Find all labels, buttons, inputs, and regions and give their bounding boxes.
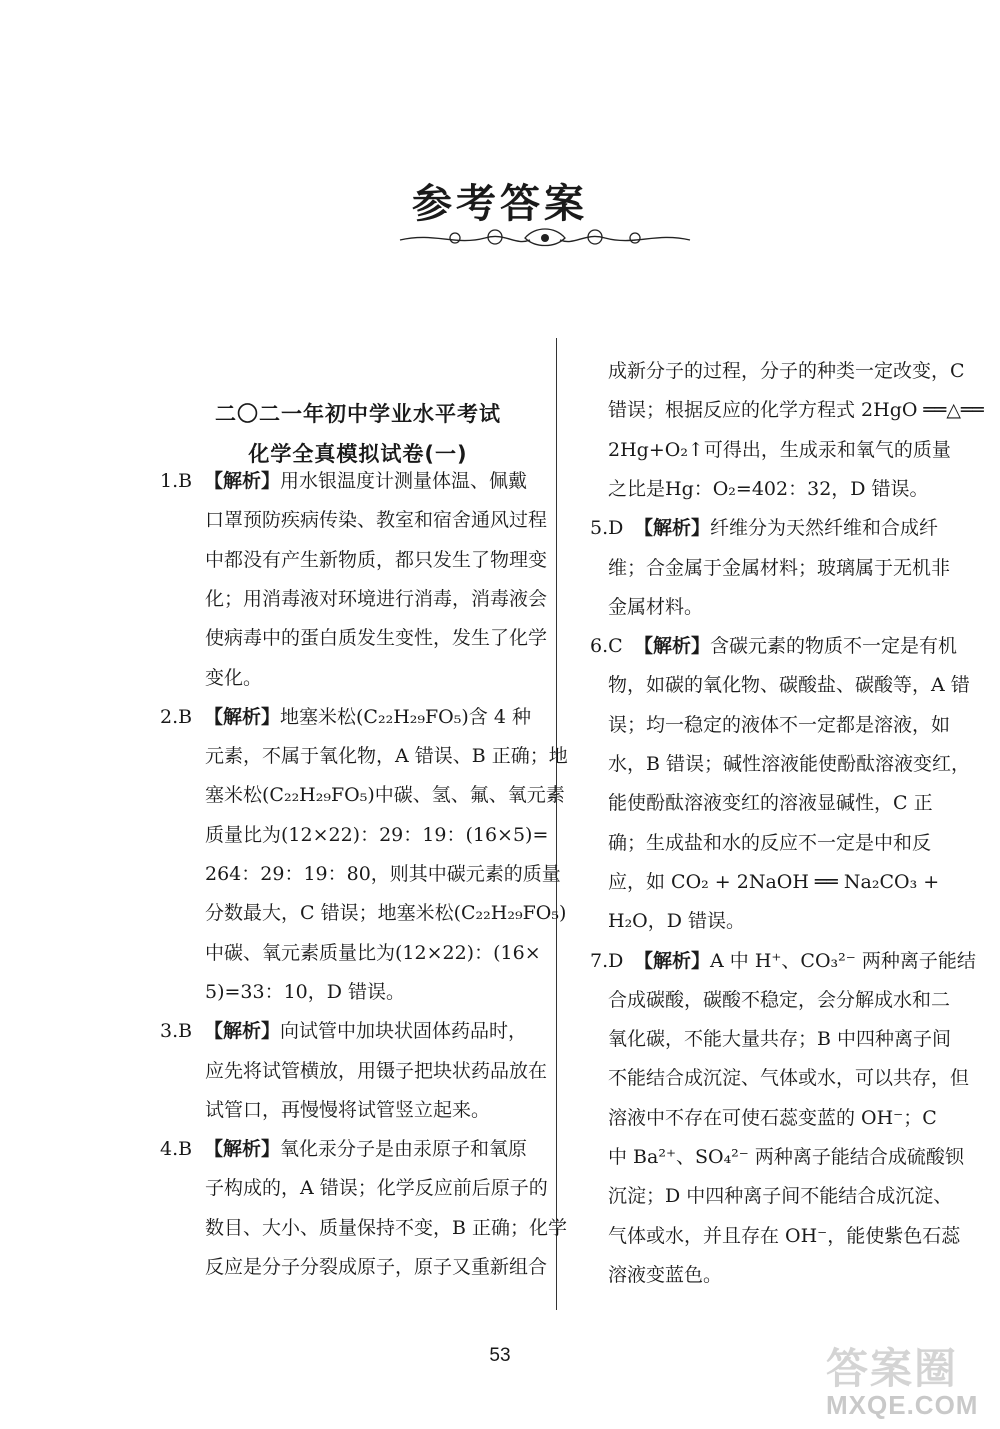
answer-text: 用水银温度计测量体温、佩戴: [280, 470, 528, 492]
answer-text: 中 Ba²⁺、SO₄²⁻ 两种离子能结合成硫酸钡: [608, 1146, 964, 1168]
answer-line: [608, 1024, 951, 1054]
answer-text: 能使酚酞溶液变红的溶液显碱性，C 正: [608, 792, 933, 815]
answer-line: [590, 946, 976, 976]
answer-line: [608, 592, 703, 622]
answer-line: [205, 977, 405, 1007]
page-number: 53: [489, 1345, 511, 1366]
question-number: 1.B: [160, 470, 193, 492]
answer-text: 5)=33：10，D 错误。: [205, 980, 406, 1003]
answer-text: 之比是Hg：O₂=402：32，D 错误。: [608, 477, 929, 500]
exam-title-line-2: 化学全真模拟试卷(一): [248, 442, 468, 466]
analysis-tag: 【解析】: [204, 470, 281, 492]
answer-text: 化；用消毒液对环境进行消毒，消毒液会: [205, 587, 548, 610]
answer-text: 水，B 错误；碱性溶液能使酚酞溶液变红，: [608, 753, 971, 775]
answer-line: [608, 1142, 964, 1172]
answer-line: [205, 938, 541, 968]
page-title: 参考答案: [412, 181, 588, 227]
answer-line: [205, 623, 547, 653]
answer-line: [205, 584, 547, 614]
answer-text: 中都没有产生新物质，都只发生了物理变: [205, 548, 548, 571]
answer-line: [205, 505, 547, 535]
answer-text: 中碳、氧元素质量比为(12×22)：(16×: [205, 941, 541, 964]
answer-text: 塞米松(C₂₂H₂₉FO₅)中碳、氢、氟、氧元素: [205, 784, 565, 807]
answer-line: [608, 1260, 722, 1290]
answer-line: [205, 1095, 490, 1125]
answer-text: 口罩预防疾病传染、教室和宿舍通风过程: [205, 509, 548, 532]
answer-line: [608, 474, 929, 504]
answer-text: 沉淀；D 中四种离子间不能结合成沉淀、: [608, 1185, 953, 1208]
answer-line: [608, 906, 745, 936]
answer-line: [608, 749, 970, 779]
answer-line: [205, 663, 262, 693]
answer-line: [205, 1252, 547, 1282]
answer-line: [608, 828, 931, 858]
answer-line: [608, 395, 984, 425]
answer-line: [608, 1103, 937, 1133]
answer-line: [205, 741, 568, 771]
answer-text: 溶液中不存在可使石蕊变蓝的 OH⁻；C: [608, 1106, 937, 1129]
question-number: 5.D: [590, 517, 624, 540]
answer-text: 纤维分为天然纤维和合成纤: [710, 517, 939, 540]
answer-text: A 中 H⁺、CO₃²⁻ 两种离子能结: [710, 949, 976, 972]
answer-text: 误；均一稳定的液体不一定都是溶液，如: [608, 713, 951, 736]
answer-line: [608, 553, 950, 583]
answer-text: 使病毒中的蛋白质发生变性，发生了化学: [205, 627, 548, 650]
answer-text: 质量比为(12×22)：29：19：(16×5)=: [205, 823, 549, 846]
answer-line: [608, 1063, 969, 1093]
answer-line: [590, 513, 938, 543]
answer-text: 溶液变蓝色。: [608, 1263, 723, 1286]
answer-line: [205, 780, 565, 810]
answer-text: 264：29：19：80，则其中碳元素的质量: [205, 863, 561, 885]
answer-text: 错误；根据反应的化学方程式 2HgO ══△══: [608, 399, 984, 422]
answer-line: [160, 1016, 527, 1046]
question-number: 7.D: [590, 949, 624, 972]
answer-line: [608, 356, 965, 386]
column-divider: [556, 338, 557, 1310]
answer-text: 试管口，再慢慢将试管竖立起来。: [205, 1098, 491, 1121]
answer-text: 含碳元素的物质不一定是有机: [710, 635, 958, 658]
answer-text: 气体或水，并且存在 OH⁻，能使紫色石蕊: [608, 1224, 961, 1247]
title-ornament: [395, 224, 695, 252]
answer-text: 子构成的，A 错误；化学反应前后原子的: [205, 1177, 548, 1200]
answer-line: [608, 985, 950, 1015]
analysis-tag: 【解析】: [204, 1138, 281, 1161]
answer-text: 维；合金属于金属材料；玻璃属于无机非: [608, 556, 951, 579]
answer-text: 应先将试管横放，用镊子把块状药品放在: [205, 1059, 548, 1082]
analysis-tag: 【解析】: [204, 1020, 281, 1043]
analysis-tag: 【解析】: [634, 517, 711, 540]
answer-line: [608, 1181, 952, 1211]
answer-text: 不能结合成沉淀、气体或水，可以共存，但: [608, 1067, 970, 1090]
question-number: 3.B: [160, 1020, 193, 1043]
answer-text: 元素，不属于氧化物，A 错误、B 正确；地: [205, 745, 568, 768]
answer-text: 数目、大小、质量保持不变，B 正确；化学: [205, 1216, 568, 1239]
answer-line: [205, 1213, 567, 1243]
question-number: 4.B: [160, 1138, 193, 1161]
answer-line: [160, 702, 531, 732]
answer-text: 成新分子的过程，分子的种类一定改变，C: [608, 360, 965, 382]
question-number: 2.B: [160, 705, 193, 728]
answer-line: [590, 631, 957, 661]
answer-line: [205, 1056, 547, 1086]
answer-text: 合成碳酸，碳酸不稳定，会分解成水和二: [608, 988, 951, 1011]
answer-text: 金属材料。: [608, 595, 704, 618]
answer-line: [608, 670, 970, 700]
answer-line: [608, 435, 951, 465]
answer-text: 地塞米松(C₂₂H₂₉FO₅)含 4 种: [280, 705, 531, 728]
analysis-tag: 【解析】: [634, 635, 711, 658]
answer-line: [160, 1134, 527, 1164]
analysis-tag: 【解析】: [634, 949, 711, 972]
answer-line: [608, 1221, 960, 1251]
exam-title-line-1: 二〇二一年初中学业水平考试: [215, 402, 501, 426]
answer-text: 向试管中加块状固体药品时，: [280, 1020, 528, 1043]
answer-text: 2Hg+O₂↑可得出，生成汞和氧气的质量: [608, 438, 951, 461]
answer-text: 氧化碳，不能大量共存；B 中四种离子间: [608, 1028, 952, 1051]
answer-text: 反应是分子分裂成原子，原子又重新组合: [205, 1256, 548, 1278]
answer-line: [205, 859, 561, 889]
answer-line: [608, 867, 939, 897]
analysis-tag: 【解析】: [204, 705, 281, 728]
answer-line: [205, 898, 566, 928]
answer-line: [205, 545, 547, 575]
answer-line: [608, 788, 933, 818]
answer-text: 应，如 CO₂ + 2NaOH ══ Na₂CO₃ +: [608, 870, 940, 893]
answer-line: [160, 466, 527, 496]
watermark-logo: 答案圈: [826, 1344, 959, 1393]
watermark-url: MXQE.COM: [826, 1390, 979, 1420]
answer-text: 氧化汞分子是由汞原子和氧原: [280, 1138, 528, 1161]
answer-text: 物，如碳的氧化物、碳酸盐、碳酸等，A 错: [608, 674, 970, 697]
answer-line: [205, 1173, 548, 1203]
answer-text: H₂O，D 错误。: [608, 910, 746, 933]
answer-text: 变化。: [205, 666, 263, 689]
answer-line: [608, 710, 950, 740]
answer-text: 确；生成盐和水的反应不一定是中和反: [608, 831, 932, 854]
question-number: 6.C: [590, 635, 623, 658]
answer-text: 分数最大，C 错误；地塞米松(C₂₂H₂₉FO₅): [205, 902, 567, 925]
answer-line: [205, 820, 548, 850]
